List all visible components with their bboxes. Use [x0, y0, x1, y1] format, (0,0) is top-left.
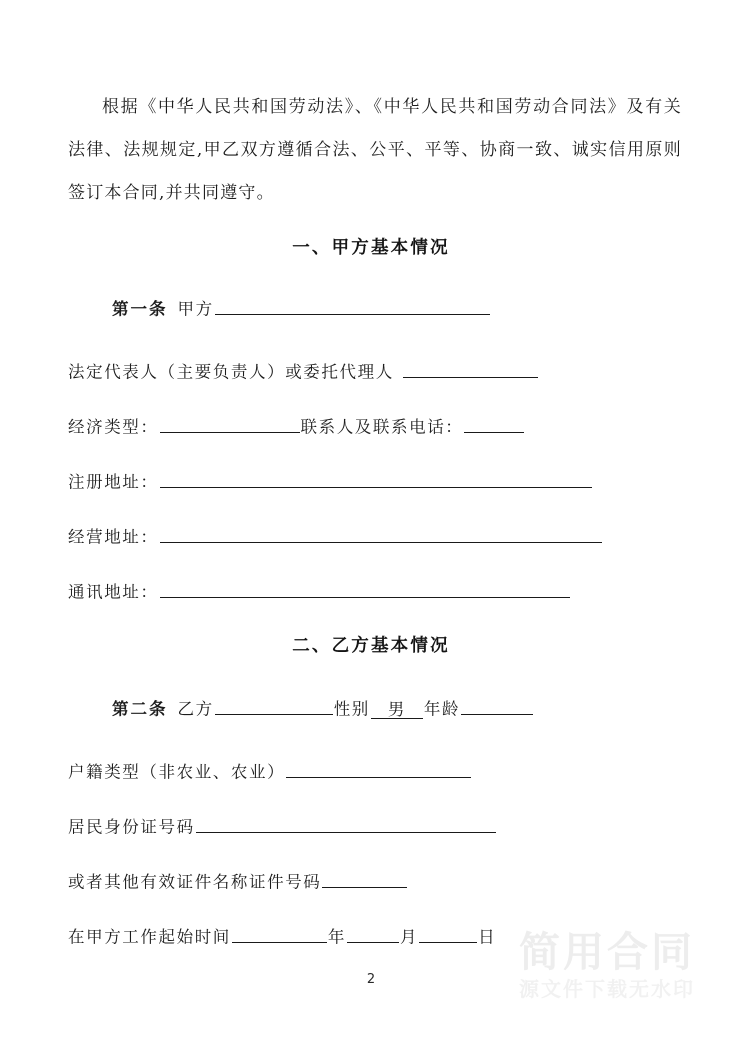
watermark-sub-text: 源文件下载无水印 — [519, 977, 695, 1001]
section-heading-party-a: 一、甲方基本情况 — [292, 238, 450, 258]
work-start-month-blank[interactable] — [347, 925, 399, 943]
work-start-day-blank[interactable] — [419, 925, 477, 943]
business-address-blank[interactable] — [160, 525, 602, 543]
business-address-row — [68, 525, 688, 546]
month-label: 月 — [400, 927, 419, 947]
clause-two-label: 第二条 — [112, 699, 168, 719]
day-label: 日 — [478, 927, 497, 947]
legal-representative-label: 法定代表人（主要负责人）或委托代理人 — [68, 362, 394, 382]
intro-paragraph: 根据《中华人民共和国劳动法》、《中华人民共和国劳动合同法》及有关法律、法规规定,甲乙双方遵循合法、公平、平等、协商一致、诚实信用原则签订本合同,并共同遵守。 — [68, 97, 682, 203]
page-number: 2 — [366, 972, 376, 987]
party-a-name-blank[interactable] — [215, 297, 490, 315]
gender-label: 性别 — [333, 699, 370, 719]
household-type-label: 户籍类型（非农业、农业） — [68, 762, 286, 782]
household-type-row — [68, 760, 688, 781]
party-b-name-blank[interactable] — [215, 697, 333, 715]
year-label: 年 — [327, 927, 347, 947]
economic-type-label: 经济类型： — [68, 417, 159, 437]
registered-address-row — [68, 470, 688, 491]
legal-representative-blank[interactable] — [403, 360, 538, 378]
household-type-blank[interactable] — [286, 760, 471, 778]
clause-one-label: 第一条 — [112, 299, 168, 319]
contact-person-phone-blank[interactable] — [464, 415, 524, 433]
other-certificate-label: 或者其他有效证件名称证件号码 — [68, 872, 322, 892]
work-start-date-row — [68, 925, 688, 946]
other-certificate-blank[interactable] — [322, 870, 407, 888]
work-start-year-blank[interactable] — [232, 925, 327, 943]
mailing-address-blank[interactable] — [160, 580, 570, 598]
mailing-address-label: 通讯地址： — [68, 582, 159, 602]
age-blank[interactable] — [461, 697, 533, 715]
clause-two-field-label: 乙方 — [177, 699, 214, 719]
other-certificate-row — [68, 870, 688, 891]
economic-type-blank[interactable] — [160, 415, 300, 433]
id-card-number-row — [68, 815, 688, 836]
registered-address-blank[interactable] — [160, 470, 592, 488]
contact-person-phone-label: 联系人及联系电话： — [300, 417, 464, 437]
economic-type-row — [68, 415, 688, 436]
section-heading-party-b: 二、乙方基本情况 — [292, 636, 450, 656]
id-card-number-blank[interactable] — [196, 815, 496, 833]
clause-one-field-label: 甲方 — [177, 299, 214, 319]
legal-representative-row — [68, 360, 688, 381]
watermark-main-text: 简用合同 — [519, 927, 695, 976]
mailing-address-row — [68, 580, 688, 601]
gender-value[interactable]: 男 — [371, 702, 423, 720]
work-start-date-label: 在甲方工作起始时间 — [68, 927, 231, 947]
registered-address-label: 注册地址： — [68, 472, 159, 492]
business-address-label: 经营地址： — [68, 527, 159, 547]
clause-one-row — [112, 297, 732, 318]
clause-two-row — [112, 697, 732, 719]
age-label: 年龄 — [423, 699, 461, 719]
id-card-number-label: 居民身份证号码 — [68, 817, 195, 837]
